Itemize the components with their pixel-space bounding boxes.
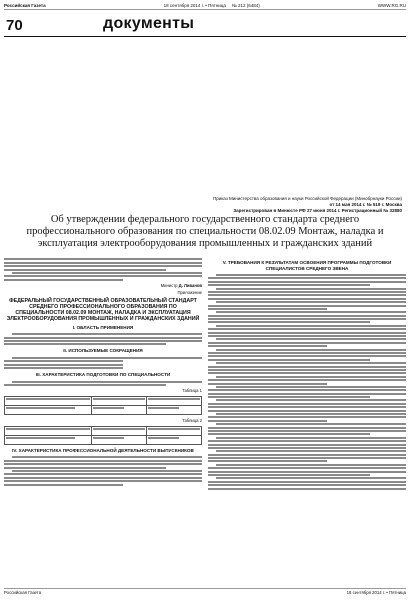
section-title: документы	[103, 15, 195, 32]
header-rule	[4, 36, 406, 37]
signature: Министр Д. Ливанов	[160, 282, 202, 288]
page-header	[4, 2, 406, 10]
issue-date: 18 сентября 2014 г. • Пятница	[163, 3, 226, 8]
page-footer	[4, 588, 406, 596]
order-registration: Зарегистрирован в Минюсте РФ 27 июня 2014 г. Регистрационный № 32880	[233, 208, 402, 213]
issue-number: № 212 (6484)	[231, 3, 260, 8]
section-5-heading: V. ТРЕБОВАНИЯ К РЕЗУЛЬТАТАМ ОСВОЕНИЯ ПРОГРАММЫ ПОДГОТОВКИ СПЕЦИАЛИСТОВ СРЕДНЕГО ЗВЕНА	[222, 260, 392, 271]
section-2-heading: II. ИСПОЛЬЗУЕМЫЕ СОКРАЩЕНИЯ	[63, 348, 143, 354]
section-1-heading: I. ОБЛАСТЬ ПРИМЕНЕНИЯ	[72, 324, 134, 330]
table-1-label: Таблица 1	[182, 387, 202, 393]
table-1	[4, 396, 202, 415]
table-2	[4, 426, 202, 445]
page-number: 70	[6, 17, 23, 34]
section-3-heading: III. ХАРАКТЕРИСТИКА ПОДГОТОВКИ ПО СПЕЦИАЛЬНОСТИ	[35, 372, 171, 378]
footer-date: 18 сентября 2014 г. • Пятница	[346, 590, 406, 595]
order-heading	[60, 196, 402, 214]
standard-title: ФЕДЕРАЛЬНЫЙ ГОСУДАРСТВЕННЫЙ ОБРАЗОВАТЕЛЬНЫЙ СТАНДАРТ СРЕДНЕГО ПРОФЕССИОНАЛЬНОГО ОБРАЗОВАНИЯ ПО СПЕЦИАЛЬНОСТИ 08.02.09 МОНТАЖ, НАЛАДКА И ЭКСПЛУАТАЦИЯ ЭЛЕКТРООБОРУДОВАНИЯ ПРОМЫШЛЕННЫХ И ГРАЖДАНСКИХ ЗДАНИЙ	[6, 297, 200, 322]
order-issuer: Приказ Министерства образования и науки Российской Федерации (Минобрнауки России)	[212, 196, 402, 201]
issue-info	[164, 3, 260, 8]
document-body	[4, 257, 406, 587]
section-4-heading: IV. ХАРАКТЕРИСТИКА ПРОФЕССИОНАЛЬНОЙ ДЕЯТЕЛЬНОСТИ ВЫПУСКНИКОВ	[12, 447, 194, 453]
footer-masthead: Российская Газета	[4, 590, 42, 595]
site-link[interactable]: WWW.RG.RU	[377, 3, 406, 8]
order-date: от 14 мая 2014 г. № 519 г. Москва	[329, 202, 402, 207]
left-column	[4, 257, 202, 587]
annex-label: Приложение	[177, 289, 202, 295]
masthead: Российская Газета	[4, 3, 46, 8]
document-title: Об утверждении федерального государственного стандарта среднего профессионального образования по специальности 08.02.09 Монтаж, наладка и эксплуатация электрооборудования промышленных и гражданских зданий	[26, 214, 384, 249]
table-2-label: Таблица 2	[182, 417, 202, 423]
right-column	[208, 257, 406, 587]
